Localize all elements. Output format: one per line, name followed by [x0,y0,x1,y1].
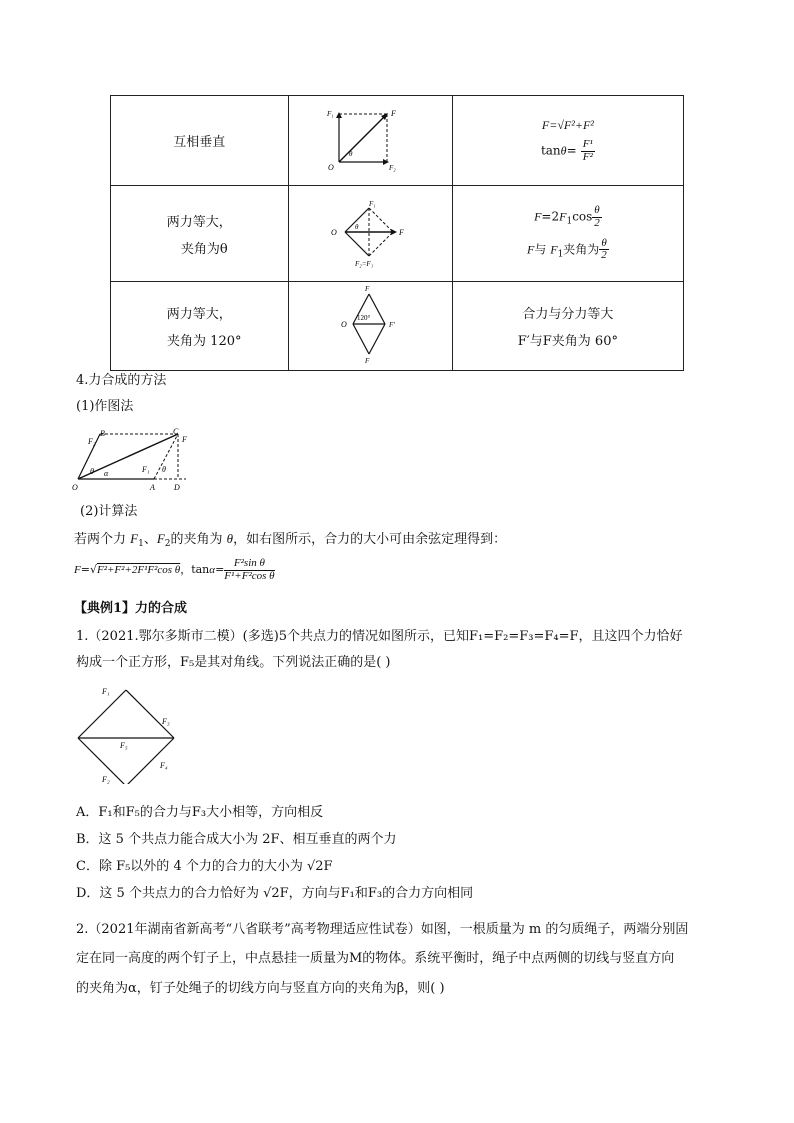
label-F1: F₁ [327,109,334,118]
row1-diagram [288,96,452,186]
q1-option-d: D．这 5 个共点力的合力恰好为 √2F，方向与F₁和F₃的合力方向相同 [76,886,474,901]
q1-option-b: B．这 5 个共点力能合成大小为 2F、相互垂直的两个力 [76,832,397,847]
q1-option-a: A．F₁和F₅的合力与F₃大小相等，方向相反 [76,805,324,820]
label-C: C [173,427,179,436]
q2-line2: 定在同一高度的两个钉子上，中点悬挂一质量为M的物体。系统平衡时，绳子中点两侧的切线与竖直方向 [76,951,675,966]
label-alpha: α [104,469,109,478]
label-O: O [328,162,334,172]
perpendicular-forces-diagram [325,104,415,174]
label-F2: F₂ [389,163,396,172]
row3-formula: 合力与分力等大 F′与F夹角为 60° [452,282,683,371]
q1-line2: 构成一个正方形，F₅是其对角线。下列说法正确的是( ) [76,655,391,670]
graphical-method-diagram [70,424,200,494]
label-120: 120° [357,314,371,322]
label-O: O [341,320,347,329]
cosine-law-formula: F=√F²+F²+2F¹F²cos θ，tanα= $\frac{\text{F²sin θ}}{\text{F¹+F²cos θ}}$ [74,557,275,582]
force-composition-table [110,95,684,371]
label-F2: F₂ [102,775,110,784]
formula-tan-perp: tanθ= $\frac{\text{F¹}}{\text{F²}}$ [540,137,593,163]
five-forces-diagram [70,684,185,784]
method2-label: (2)计算法 [80,504,138,519]
formula-angle-equal: F与 $F_1$夹角为 $\frac{\theta}{2}$ [527,236,607,262]
label-F: F [391,108,397,118]
row2-diagram [288,186,452,282]
row1-formula [452,96,683,186]
label-O: O [72,483,78,492]
row2-formula [452,186,683,282]
label-F-top: F [365,285,370,293]
label-F: F [399,227,405,237]
120-degree-diagram [325,284,415,364]
label-F-bottom: F [365,357,370,364]
label-F2-eq-F1: F₂=F₁ [355,259,374,268]
label-F3: F₃ [162,717,170,726]
label-F4: F₄ [160,761,168,770]
row3-condition: 两力等大， 夹角为 120° [111,282,289,371]
q1-option-c: C．除 F₅以外的 4 个力的合力的大小为 √2F [76,859,333,874]
q1-line1: 1.（2021.鄂尔多斯市二模）(多选)5个共点力的情况如图所示，已知F₁=F₂=F₃=F₄=F，且这四个力恰好 [76,629,683,644]
q2-line1: 2.（2021年湖南省新高考“八省联考”高考物理适应性试卷）如图，一根质量为 m 的匀质绳子，两端分别固 [76,922,689,937]
cosine-law-desc: 若两个力 $F_1$、$F_2$的夹角为 θ，如右图所示，合力的大小可由余弦定理得到： [74,531,507,549]
label-F2: F₂ [88,437,96,446]
formula-resultant-equal: $F=2F_1\cos$ $\frac{\theta}{2}$ [534,204,600,229]
label-theta: θ [355,222,359,231]
label-F1: F₁ [369,199,376,208]
label-O: O [331,227,337,237]
label-F-prime: F′ [389,321,395,329]
label-theta: θ [90,467,94,476]
formula-resultant-perp: F=√F²+F² [541,117,594,132]
method1-label: (1)作图法 [76,399,134,414]
label-F1: F₁ [102,687,110,696]
row1-condition: 互相垂直 [111,96,289,186]
equal-forces-diagram [325,196,415,268]
label-F5: F₅ [120,741,128,750]
label-F1: F₁ [142,465,150,474]
section-title: 4.力合成的方法 [76,373,167,388]
row3-diagram [288,282,452,371]
label-F: F [182,435,187,444]
label-D: D [174,483,180,492]
row2-condition: 两力等大， 夹角为θ [111,186,289,282]
label-theta: θ [349,149,353,158]
q2-line3: 的夹角为α，钉子处绳子的切线方向与竖直方向的夹角为β，则( ) [76,981,445,996]
label-A: A [150,483,155,492]
label-B: B [100,429,105,438]
example-heading: 【典例1】力的合成 [74,601,188,616]
label-theta-2: θ [162,465,166,474]
